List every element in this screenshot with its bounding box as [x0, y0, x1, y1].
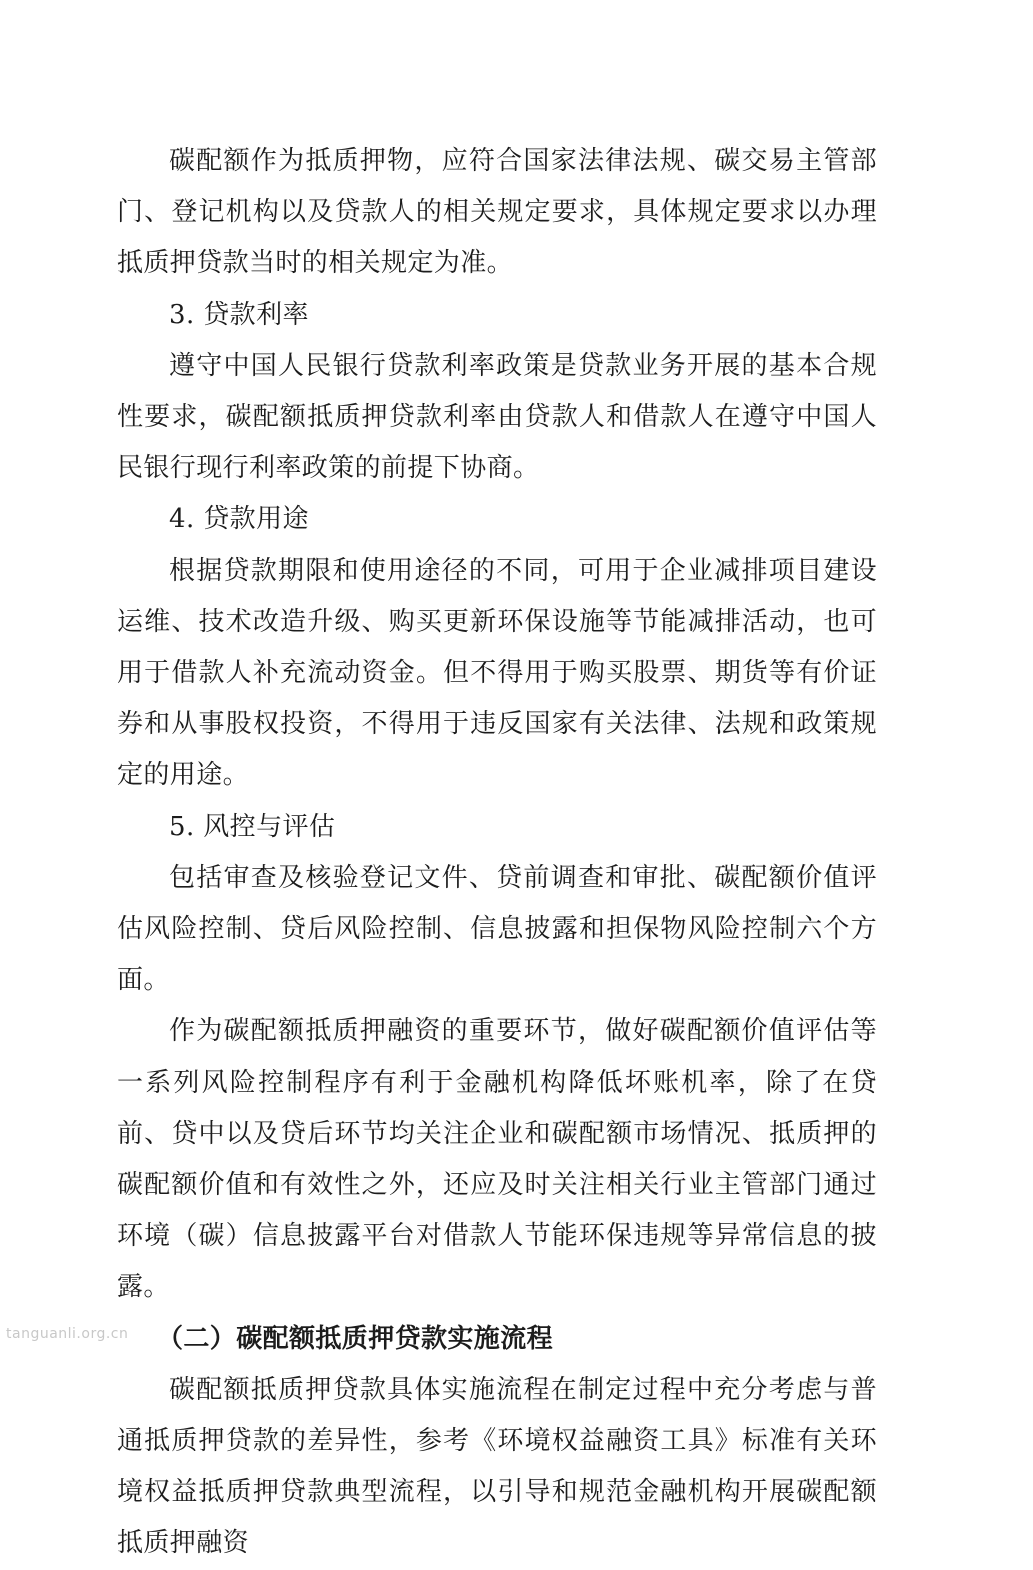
- heading-loan-purpose: 4. 贷款用途: [169, 504, 309, 535]
- paragraph-risk-control-detail: 作为碳配额抵质押融资的重要环节，做好碳配额价值评估等一系列风险控制程序有利于金融机构降低坏账机率，除了在贷前、贷中以及贷后环节均关注企业和碳配额市场情况、抵质押的碳配额价值和有效性之外，还应及时关注相关行业主管部门通过环境（碳）信息披露平台对借款人节能环保违规等异常信息的披露。: [117, 1016, 877, 1303]
- document-body: [117, 136, 877, 1570]
- paragraph-implementation-process: 碳配额抵质押贷款具体实施流程在制定过程中充分考虑与普通抵质押贷款的差异性，参考《环境权益融资工具》标准有关环境权益抵质押贷款典型流程，以引导和规范金融机构开展碳配额抵质押融资: [117, 1374, 877, 1559]
- heading-loan-interest-rate: 3. 贷款利率: [169, 299, 309, 330]
- section-heading-implementation-process: （二）碳配额抵质押贷款实施流程: [157, 1323, 554, 1354]
- watermark: tanguanli.org.cn: [6, 1326, 129, 1342]
- paragraph-loan-purpose: 根据贷款期限和使用途径的不同，可用于企业减排项目建设运维、技术改造升级、购买更新环保设施等节能减排活动，也可用于借款人补充流动资金。但不得用于购买股票、期货等有价证券和从事股权投资，不得用于违反国家有关法律、法规和政策规定的用途。: [117, 555, 877, 791]
- paragraph-risk-control-scope: 包括审查及核验登记文件、贷前调查和审批、碳配额价值评估风险控制、贷后风险控制、信息披露和担保物风险控制六个方面。: [117, 862, 877, 996]
- heading-risk-control: 5. 风控与评估: [169, 811, 336, 842]
- paragraph-loan-interest-rate: 遵守中国人民银行贷款利率政策是贷款业务开展的基本合规性要求，碳配额抵质押贷款利率由贷款人和借款人在遵守中国人民银行现行利率政策的前提下协商。: [117, 350, 877, 484]
- paragraph-collateral-compliance: 碳配额作为抵质押物，应符合国家法律法规、碳交易主管部门、登记机构以及贷款人的相关规定要求，具体规定要求以办理抵质押贷款当时的相关规定为准。: [117, 146, 877, 279]
